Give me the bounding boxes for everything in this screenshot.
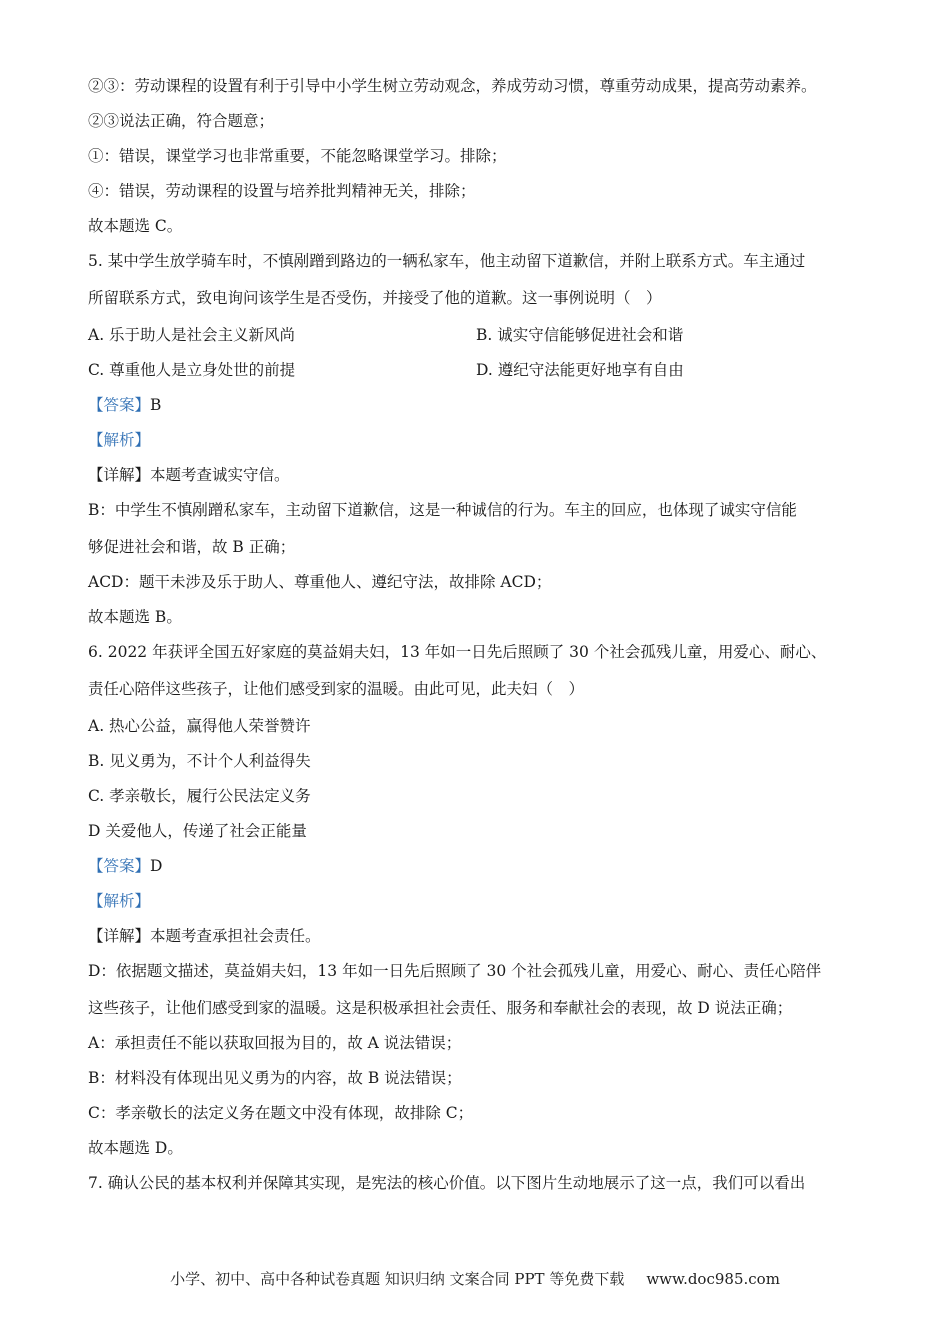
analysis-conclusion: 故本题选 C。 [88, 217, 183, 235]
detail-tag: 【详解】 [88, 466, 151, 484]
explain-line: 够促进社会和谐，故 B 正确； [88, 538, 296, 556]
question-6-stem: 6. 2022 年获评全国五好家庭的莫益娟夫妇，13 年如一日先后照顾了 30 个社会孤残儿童，用爱心、耐心、 [88, 643, 827, 661]
document-body [88, 74, 878, 1208]
analysis-tag: 【解析】 [88, 892, 151, 910]
explain-line: B：材料没有体现出见义勇为的内容，故 B 说法错误； [88, 1069, 462, 1087]
detail-text: 本题考查诚实守信。 [150, 466, 290, 484]
option-b: B. 见义勇为，不计个人利益得失 [88, 752, 311, 770]
explain-line: A：承担责任不能以获取回报为目的，故 A 说法错误； [88, 1034, 462, 1052]
explain-line: 这些孩子，让他们感受到家的温暖。这是积极承担社会责任、服务和奉献社会的表现，故 D 说法正确； [88, 999, 793, 1017]
explain-line: ACD：题干未涉及乐于助人、尊重他人、遵纪守法，故排除 ACD； [88, 573, 552, 591]
footer-url[interactable]: www.doc985.com [646, 1270, 780, 1288]
analysis-heading [88, 889, 878, 924]
option-b: B. 诚实守信能够促进社会和谐 [476, 326, 684, 344]
option-a: A. 热心公益，赢得他人荣誉赞许 [88, 717, 311, 735]
question-5-stem: 所留联系方式，致电询问该学生是否受伤，并接受了他的道歉。这一事例说明（ ） [88, 289, 662, 307]
answer-value: D [150, 857, 163, 875]
explain-line: B：中学生不慎剐蹭私家车，主动留下道歉信，这是一种诚信的行为。车主的回应，也体现了诚实守信能 [88, 501, 797, 519]
option-c: C. 孝亲敬长，履行公民法定义务 [88, 787, 311, 805]
answer-line [88, 393, 878, 428]
explain-line: C：孝亲敬长的法定义务在题文中没有体现，故排除 C； [88, 1104, 474, 1122]
page-footer [0, 1268, 950, 1289]
answer-line [88, 854, 878, 889]
explain-line: D：依据题文描述，莫益娟夫妇，13 年如一日先后照顾了 30 个社会孤残儿童，用爱心、耐心、责任心陪伴 [88, 962, 822, 980]
detail-text: 本题考查承担社会责任。 [150, 927, 321, 945]
answer-tag: 【答案】 [88, 857, 151, 875]
analysis-line: ①：错误，课堂学习也非常重要，不能忽略课堂学习。排除； [88, 147, 507, 165]
question-6-stem: 责任心陪伴这些孩子，让他们感受到家的温暖。由此可见，此夫妇（ ） [88, 680, 585, 698]
option-d: D. 遵纪守法能更好地享有自由 [476, 361, 684, 379]
detail-line [88, 924, 878, 959]
option-a: A. 乐于助人是社会主义新风尚 [88, 326, 296, 344]
analysis-line: ②③：劳动课程的设置有利于引导中小学生树立劳动观念，养成劳动习惯，尊重劳动成果，提高劳动素养。 [88, 77, 817, 95]
option-c: C. 尊重他人是立身处世的前提 [88, 361, 296, 379]
question-5-stem: 5. 某中学生放学骑车时，不慎剐蹭到路边的一辆私家车，他主动留下道歉信，并附上联系方式。车主通过 [88, 252, 806, 270]
answer-tag: 【答案】 [88, 396, 151, 414]
detail-tag: 【详解】 [88, 927, 151, 945]
question-7-stem: 7. 确认公民的基本权利并保障其实现，是宪法的核心价值。以下图片生动地展示了这一点，我们可以看出 [88, 1174, 806, 1192]
option-d: D 关爱他人，传递了社会正能量 [88, 822, 307, 840]
question-5-options-row [88, 323, 878, 358]
footer-text: 小学、初中、高中各种试卷真题 知识归纳 文案合同 PPT 等免费下载 [170, 1270, 625, 1288]
question-5-options-row [88, 358, 878, 393]
detail-line [88, 463, 878, 498]
explain-conclusion: 故本题选 B。 [88, 608, 182, 626]
analysis-line: ④：错误，劳动课程的设置与培养批判精神无关，排除； [88, 182, 476, 200]
analysis-line: ②③说法正确，符合题意； [88, 112, 275, 130]
analysis-tag: 【解析】 [88, 431, 151, 449]
explain-conclusion: 故本题选 D。 [88, 1139, 183, 1157]
analysis-heading [88, 428, 878, 463]
answer-value: B [150, 396, 162, 414]
